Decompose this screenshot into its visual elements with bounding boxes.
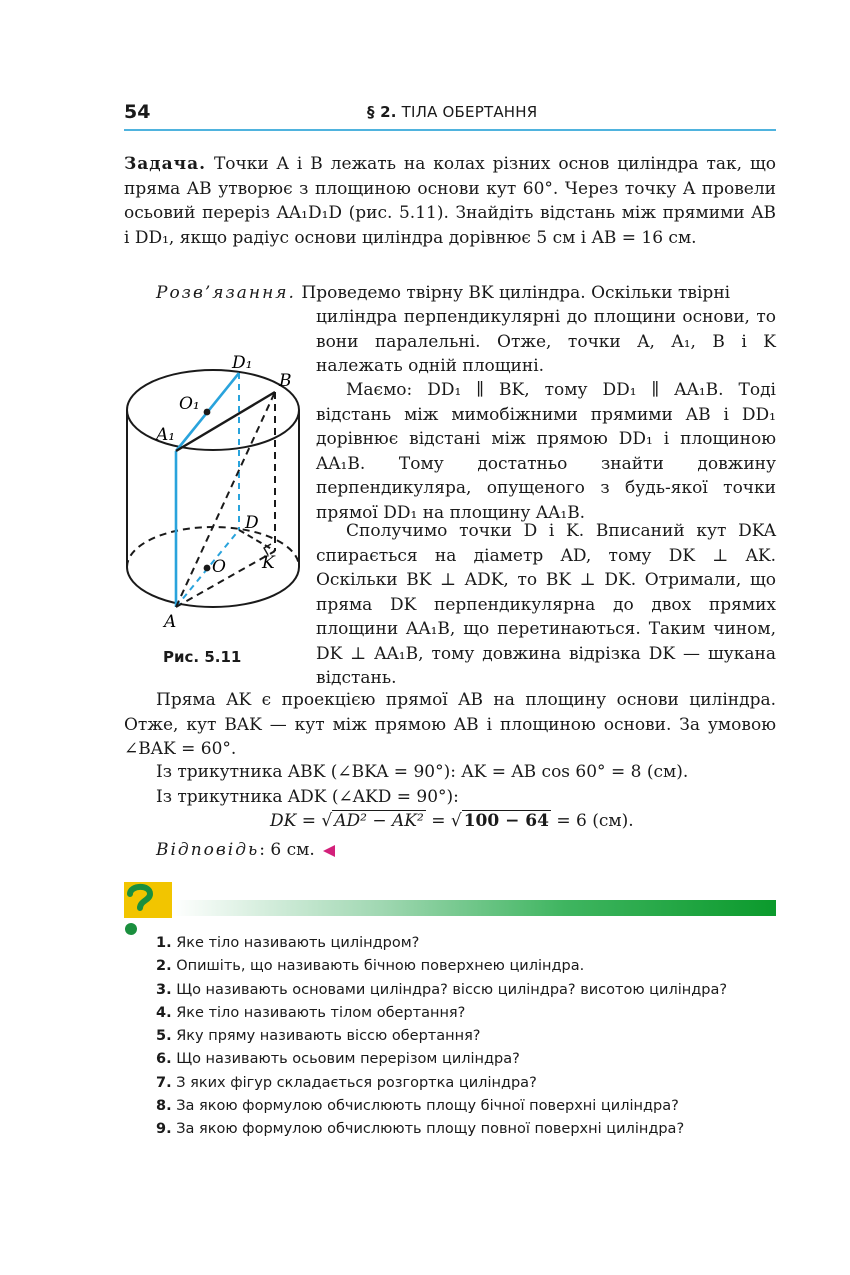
answer-label: Відповідь [156, 840, 260, 860]
list-item: 7. З яких фігур складається розгортка циліндра? [156, 1074, 537, 1091]
formula-lhs: DK = [270, 811, 316, 831]
questions-gradient-bar [172, 900, 776, 916]
question-badge-icon [124, 882, 172, 918]
center-o1-dot [204, 409, 211, 416]
section-title: ТІЛА ОБЕРТАННЯ [401, 103, 538, 121]
formula-rhs: = 6 (см). [556, 811, 634, 831]
header-rule [124, 129, 776, 131]
list-item: 6. Що називають осьовим перерізом циліндра? [156, 1051, 520, 1068]
sqrt-2: √ 100 − 64 [450, 811, 549, 831]
solution-first-line [156, 281, 776, 306]
section-header [367, 103, 537, 121]
label-k: K [262, 553, 275, 573]
solution-p4: Пряма AK є проекцією прямої AB на площину основи циліндра. Отже, кут BAK — кут між прямою AB і площиною основи. За умовою ∠BAK = 60°. [124, 690, 776, 759]
answer-line [156, 840, 335, 860]
end-of-solution-icon [323, 845, 335, 857]
formula-dk [270, 810, 634, 831]
solution-p1-rest: циліндра перпендикулярні до площини основи, то вони паралельні. Отже, точки A, A₁, B і K належать одній площині. [316, 307, 776, 376]
label-o1: O₁ [179, 394, 200, 414]
formula-eq: = [431, 811, 446, 831]
label-a: A [164, 612, 177, 632]
label-b: B [279, 371, 292, 391]
task-text: Точки A і B лежать на колах різних основ циліндра так, що пряма AB утворює з площиною основи кут 60°. Через точку A провели осьовий переріз AA₁D₁D (рис. 5.11). Знайдіть відстань між прямими AB і DD₁, якщо радіус основи циліндра дорівнює 5 см і AB = 16 см. [124, 154, 776, 248]
list-item: 3. Що називають основами циліндра? віссю циліндра? висотою циліндра? [156, 981, 728, 998]
list-item: 8. За якою формулою обчислюють площу бічної поверхні циліндра? [156, 1098, 679, 1115]
list-item: 9. За якою формулою обчислюють площу повної поверхні циліндра? [156, 1121, 685, 1138]
answer-value: : 6 см. [259, 840, 315, 860]
solution-p6: Із трикутника ADK (∠AKD = 90°): [156, 787, 459, 807]
question-dot-icon [125, 923, 137, 935]
sqrt-1: √ AD² − AK² [321, 811, 424, 831]
solution-p3: Сполучимо точки D і K. Вписаний кут DKA спирається на діаметр AD, тому DK ⊥ AK. Оскільки BK ⊥ ADK, то BK ⊥ DK. Отримали, що пряма DK перпендикулярна до двох прямих площини AA₁B, що перетинаються. Таким чином, DK ⊥ AA₁B, тому довжина відрізка DK — шукана відстань. [316, 521, 776, 688]
figure-caption: Рис. 5.11 [163, 648, 242, 666]
list-item: 1. Яке тіло називають циліндром? [156, 935, 420, 951]
solution-label: Розв’язання. [156, 283, 296, 303]
list-item: 2. Опишіть, що називають бічною поверхнею циліндра. [156, 958, 585, 975]
list-item: 4. Яке тіло називають тілом обертання? [156, 1004, 466, 1021]
solution-p2: Маємо: DD₁ ∥ BK, тому DD₁ ∥ AA₁B. Тоді відстань між мимобіжними прямими AB і DD₁ дорівнює відстані між прямою DD₁ і площиною AA₁B. Тому достатньо знайти довжину перпендикуляра, опущеного з будь-якої точки прямої DD₁ на площину AA₁B. [316, 380, 776, 523]
page-number: 54 [124, 101, 151, 123]
list-item: 5. Яку пряму називають віссю обертання? [156, 1028, 481, 1045]
solution-p5: Із трикутника ABK (∠BKA = 90°): AK = AB cos 60° = 8 (см). [156, 762, 689, 782]
task-paragraph [124, 152, 776, 250]
section-mark: § 2. [367, 103, 397, 121]
cylinder-figure [118, 355, 308, 635]
label-o: O [212, 557, 226, 577]
center-o-dot [204, 565, 211, 572]
question-mark-icon [124, 882, 172, 918]
label-d1: D₁ [232, 355, 253, 373]
label-a1: A₁ [156, 425, 176, 445]
formula-rad2: 100 − 64 [463, 811, 549, 831]
solution-p1-first: Проведемо твірну BK циліндра. Оскільки твірні [301, 283, 731, 303]
questions-list [156, 932, 727, 1142]
formula-rad1: AD² − AK² [334, 811, 424, 831]
label-d: D [245, 513, 259, 533]
top-base-ellipse [127, 370, 299, 450]
task-label: Задача. [124, 154, 206, 174]
